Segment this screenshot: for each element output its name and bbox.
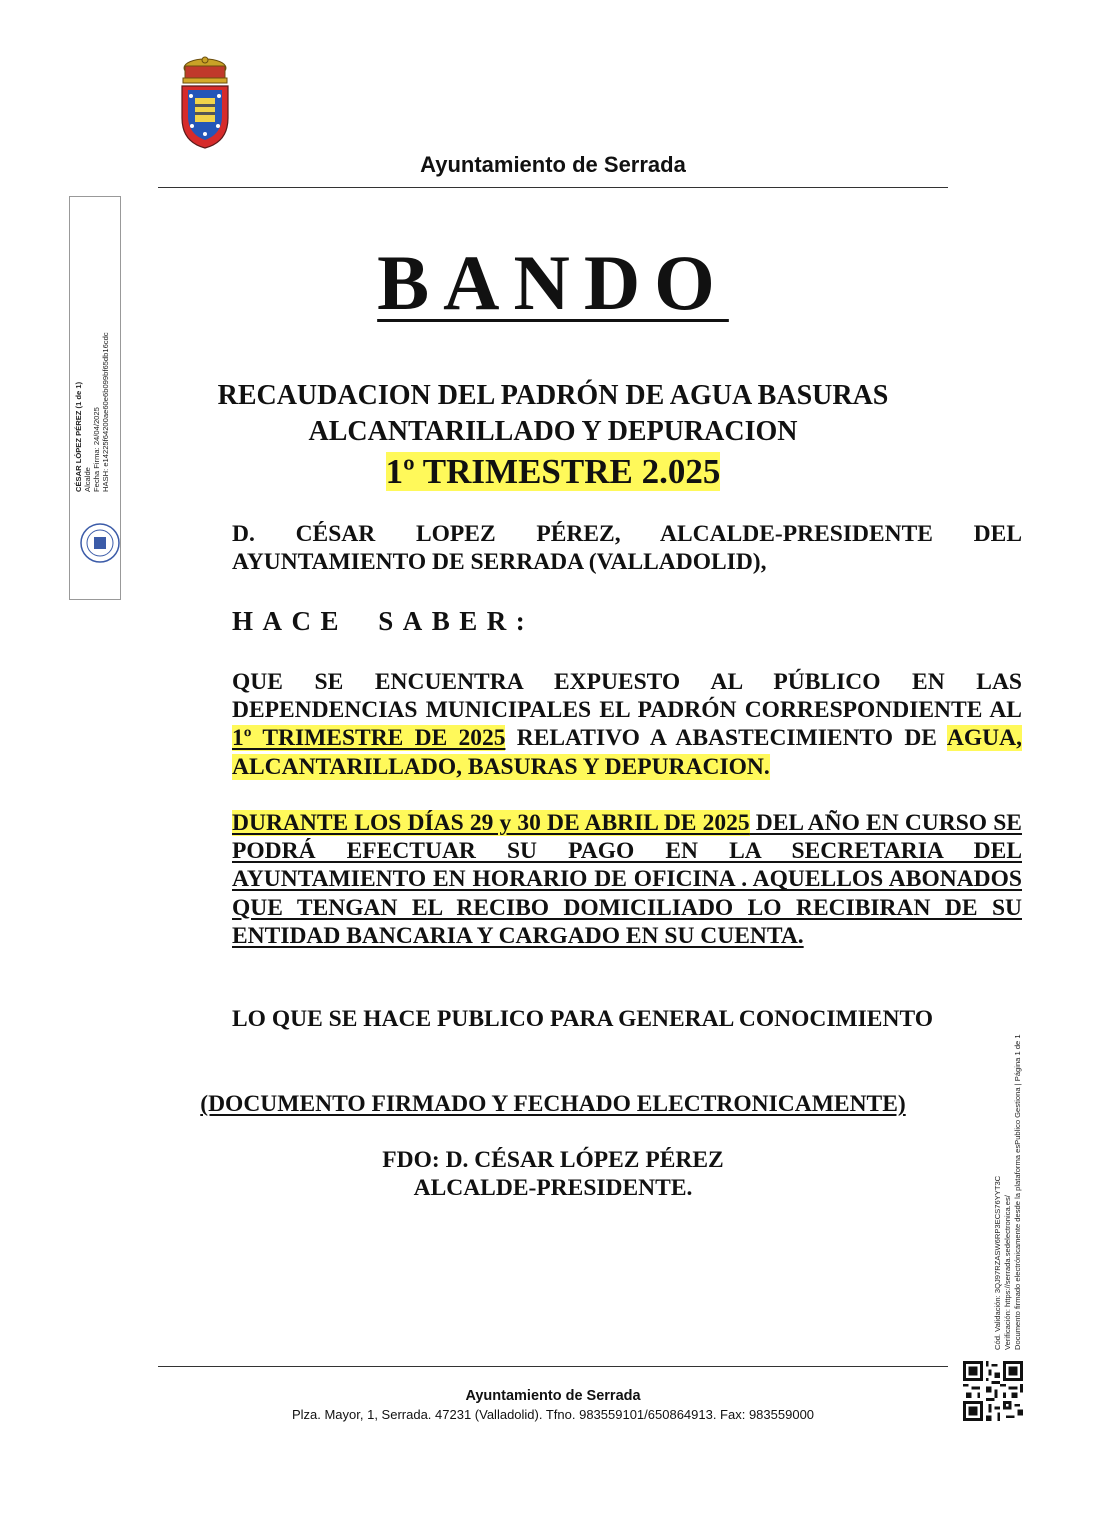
validation-code: Cód. Validación: 3QJ97RZASW6RP3ECS76YYT3C	[993, 1175, 1002, 1350]
stamp-role: Alcalde	[83, 467, 92, 492]
subtitle-line-3: 1º TRIMESTRE 2.025	[385, 452, 721, 491]
footer-divider	[158, 1366, 948, 1367]
coat-of-arms-icon	[176, 56, 234, 150]
signature-name: FDO: D. CÉSAR LÓPEZ PÉREZ	[382, 1147, 724, 1173]
subtitle-line-1: RECAUDACION DEL PADRÓN DE AGUA BASURAS	[217, 380, 889, 411]
footer-address: Plza. Mayor, 1, Serrada. 47231 (Valladolid). Tfno. 983559101/650864913. Fax: 983559000	[291, 1407, 815, 1422]
hace-saber-heading: HACE SABER:	[232, 606, 535, 636]
header-divider	[158, 187, 948, 188]
platform-note: Documento firmado electrónicamente desde la plataforma esPublico Gestiona | Página 1 de 1	[1013, 1034, 1022, 1350]
qr-code-icon[interactable]	[963, 1361, 1023, 1421]
footer-name: Ayuntamiento de Serrada	[465, 1388, 641, 1404]
intro-paragraph: D. CÉSAR LOPEZ PÉREZ, ALCALDE-PRESIDENTE DEL AYUNTAMIENTO DE SERRADA (VALLADOLID),	[232, 521, 1022, 576]
signature-role: ALCALDE-PRESIDENTE.	[413, 1175, 693, 1201]
payment-paragraph: DURANTE LOS DÍAS 29 y 30 DE ABRIL DE 2025 DEL AÑO EN CURSO SE PODRÁ EFECTUAR SU PAGO EN LA SECRETARIA DEL AYUNTAMIENTO EN HORARIO DE OFICINA . AQUELLOS ABONADOS QUE TENGAN EL RECIBO DOMICILIADO LO RECIBIRAN DE SU ENTIDAD BANCARIA Y CARGADO EN SU CUENTA.	[232, 810, 1022, 949]
page-title: BANDO	[377, 239, 729, 326]
subtitle-line-2: ALCANTARILLADO Y DEPURACION	[308, 416, 798, 447]
exposure-paragraph: QUE SE ENCUENTRA EXPUESTO AL PÚBLICO EN LAS DEPENDENCIAS MUNICIPALES EL PADRÓN CORRESPONDIENTE AL 1º TRIMESTRE DE 2025 RELATIVO A ABASTECIMIENTO DE AGUA, ALCANTARILLADO, BASURAS Y DEPURACION.	[232, 669, 1022, 780]
header-title: Ayuntamiento de Serrada	[420, 152, 686, 177]
stamp-hash: HASH: e14225f64200ae60e6b099bf65db16cdc	[101, 332, 110, 492]
verification-url[interactable]: Verificación: https://serrada.sedelectronica.es/	[1003, 1195, 1012, 1350]
stamp-date: Fecha Firma: 24/04/2025	[92, 407, 101, 492]
public-notice-paragraph: LO QUE SE HACE PUBLICO PARA GENERAL CONOCIMIENTO	[232, 1006, 933, 1032]
electronic-signature-note: (DOCUMENTO FIRMADO Y FECHADO ELECTRONICAMENTE)	[200, 1091, 906, 1117]
municipal-seal-icon	[79, 522, 121, 564]
stamp-signer: CÉSAR LÓPEZ PÉREZ (1 de 1)	[74, 381, 83, 492]
